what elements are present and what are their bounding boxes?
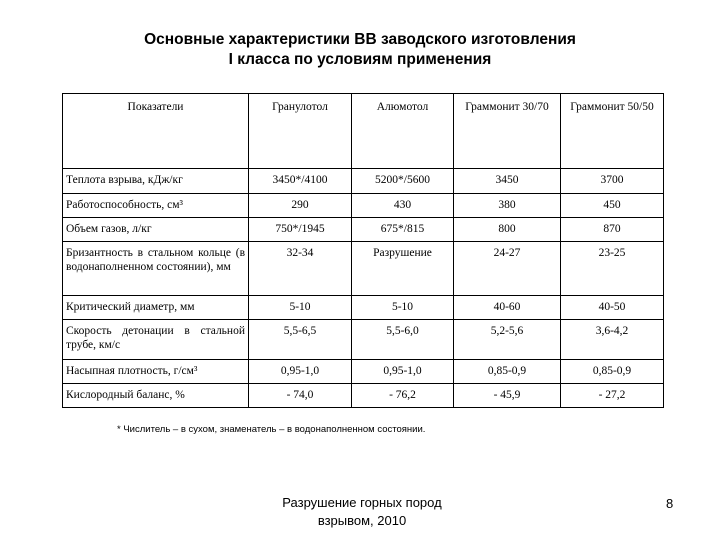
table-cell: 3,6-4,2	[561, 320, 664, 360]
table-cell: 3450*/4100	[249, 169, 352, 194]
row-label: Скорость детонации в стальной трубе, км/с	[63, 320, 249, 360]
row-label: Кислородный баланс, %	[63, 384, 249, 408]
table-cell: 750*/1945	[249, 218, 352, 242]
table-cell: 24-27	[454, 242, 561, 296]
title-line-1: Основные характеристики ВВ заводского изготовления	[144, 31, 576, 48]
row-label: Бризантность в стальном кольце (в водонаполненном состоянии), мм	[63, 242, 249, 296]
header-grammonit-50-50: Граммонит 50/50	[561, 94, 664, 169]
table-cell: 40-50	[561, 296, 664, 320]
slide-title	[0, 30, 720, 70]
row-label: Теплота взрыва, кДж/кг	[63, 169, 249, 194]
table-cell: 675*/815	[352, 218, 454, 242]
table-header-row	[63, 94, 664, 169]
table-cell: 0,95-1,0	[352, 360, 454, 384]
row-label: Насыпная плотность, г/см³	[63, 360, 249, 384]
table-row	[63, 218, 664, 242]
header-granulotol: Гранулотол	[249, 94, 352, 169]
table-cell: - 27,2	[561, 384, 664, 408]
footer-line-2: взрывом, 2010	[317, 513, 407, 528]
table-cell: 5,5-6,5	[249, 320, 352, 360]
table-cell: 290	[249, 194, 352, 218]
table-cell: 23-25	[561, 242, 664, 296]
table-cell: 5-10	[352, 296, 454, 320]
table-cell: 5200*/5600	[352, 169, 454, 194]
footer-line-1: Разрушение горных пород	[282, 495, 442, 510]
table-cell: 32-34	[249, 242, 352, 296]
table-cell: 40-60	[454, 296, 561, 320]
header-grammonit-30-70: Граммонит 30/70	[454, 94, 561, 169]
table-cell: 5,5-6,0	[352, 320, 454, 360]
table-row	[63, 242, 664, 296]
page-number: 8	[666, 496, 674, 511]
explosives-characteristics-table	[62, 93, 664, 408]
row-label: Объем газов, л/кг	[63, 218, 249, 242]
row-label: Критический диаметр, мм	[63, 296, 249, 320]
table-row	[63, 169, 664, 194]
row-label: Работоспособность, см³	[63, 194, 249, 218]
table-row	[63, 296, 664, 320]
table-cell: - 76,2	[352, 384, 454, 408]
table-cell: - 45,9	[454, 384, 561, 408]
table-row	[63, 360, 664, 384]
table-cell: - 74,0	[249, 384, 352, 408]
table-cell: 3450	[454, 169, 561, 194]
header-indicators: Показатели	[63, 94, 249, 169]
table-row	[63, 194, 664, 218]
table-cell: 430	[352, 194, 454, 218]
table-cell: 0,85-0,9	[454, 360, 561, 384]
slide-footer	[240, 494, 484, 530]
table-cell: 5,2-5,6	[454, 320, 561, 360]
table-cell: 450	[561, 194, 664, 218]
table-cell: 870	[561, 218, 664, 242]
table-cell: 0,95-1,0	[249, 360, 352, 384]
table-cell: 0,85-0,9	[561, 360, 664, 384]
header-alumotol: Алюмотол	[352, 94, 454, 169]
title-line-2: I класса по условиям применения	[228, 51, 492, 68]
footnote: * Числитель – в сухом, знаменатель – в водонаполненном состоянии.	[117, 424, 426, 435]
table-cell: Разрушение	[352, 242, 454, 296]
table-cell: 800	[454, 218, 561, 242]
table-cell: 5-10	[249, 296, 352, 320]
table-row	[63, 320, 664, 360]
table-cell: 380	[454, 194, 561, 218]
table-cell: 3700	[561, 169, 664, 194]
table-row	[63, 384, 664, 408]
